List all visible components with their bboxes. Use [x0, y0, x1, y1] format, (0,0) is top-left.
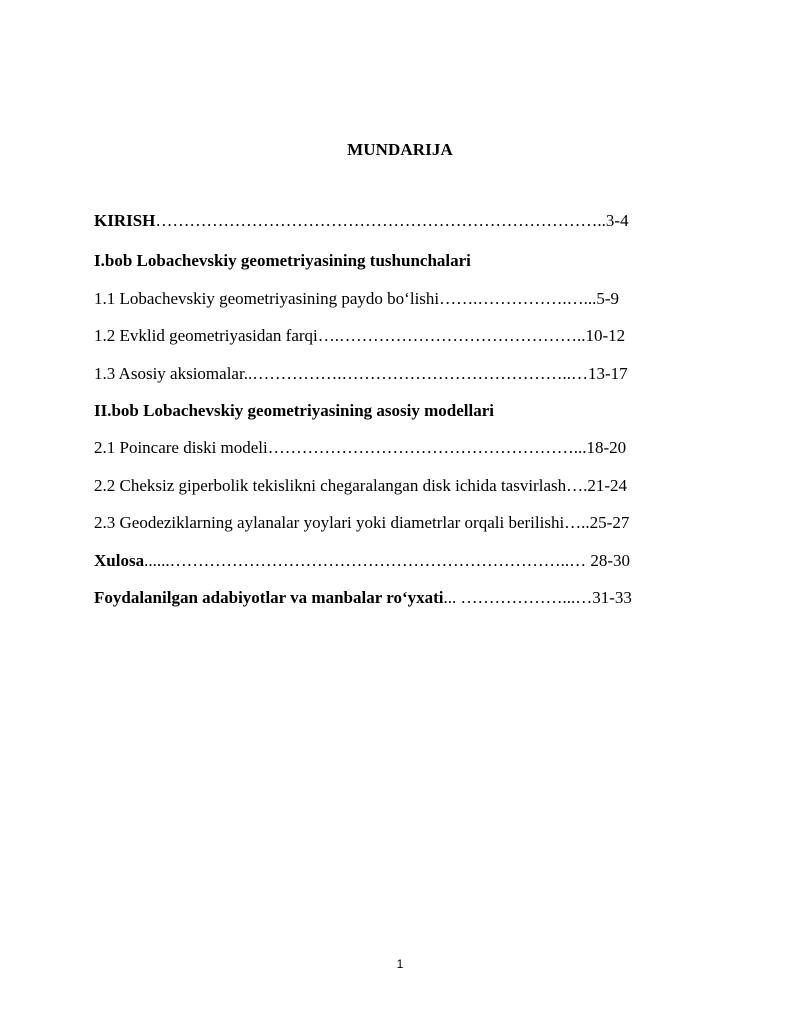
toc-entry-2-3	[94, 512, 629, 534]
toc-entry-references	[94, 587, 632, 609]
toc-entry-1-1	[94, 288, 619, 310]
toc-entry-kirish	[94, 210, 629, 232]
toc-entry-text: ……………………………………………………………………..3-4	[155, 211, 629, 230]
toc-entry-bold: KIRISH	[94, 211, 156, 230]
toc-entry-1-3	[94, 363, 628, 385]
toc-entry-2-1	[94, 437, 626, 459]
toc-entry-text: 2.2 Cheksiz giperbolik tekislikni chegaralangan disk ichida tasvirlash….21-24	[94, 476, 628, 495]
toc-entry-bold: Foydalanilgan adabiyotlar va manbalar ro‘yxati	[94, 588, 444, 607]
toc-entry-text: ... ………………...…31-33	[443, 588, 632, 607]
toc-entry-2-2	[94, 475, 627, 497]
toc-entry-bold: I.bob Lobachevskiy geometriyasining tushunchalari	[94, 251, 471, 270]
toc-entry-xulosa	[94, 550, 630, 572]
page-title: MUNDARIJA	[347, 140, 453, 159]
toc-entry-text: 1.2 Evklid geometriyasidan farqi….……………………………………..10-12	[94, 326, 626, 345]
toc-entry-text: 2.1 Poincare diski modeli………………………………………………...18-20	[94, 438, 627, 457]
toc-entry-text: 1.3 Asosiy aksiomalar..…………….…………………………………..…13-17	[94, 364, 628, 383]
toc-entry-text: 2.3 Geodeziklarning aylanalar yoylari yoki diametrlar orqali berilishi…..25-27	[94, 513, 630, 532]
toc-chapter-1	[94, 250, 471, 272]
toc-entry-text: 1.1 Lobachevskiy geometriyasining paydo bo‘lishi…….…………….…...5-9	[94, 289, 620, 308]
toc-entry-text: ......……………………………………………………………..… 28-30	[144, 551, 630, 570]
page-number: 1	[396, 957, 404, 971]
toc-entry-bold: Xulosa	[94, 551, 145, 570]
toc-chapter-2	[94, 400, 494, 422]
toc-entry-bold: II.bob Lobachevskiy geometriyasining asosiy modellari	[94, 401, 495, 420]
toc-entry-1-2	[94, 325, 625, 347]
